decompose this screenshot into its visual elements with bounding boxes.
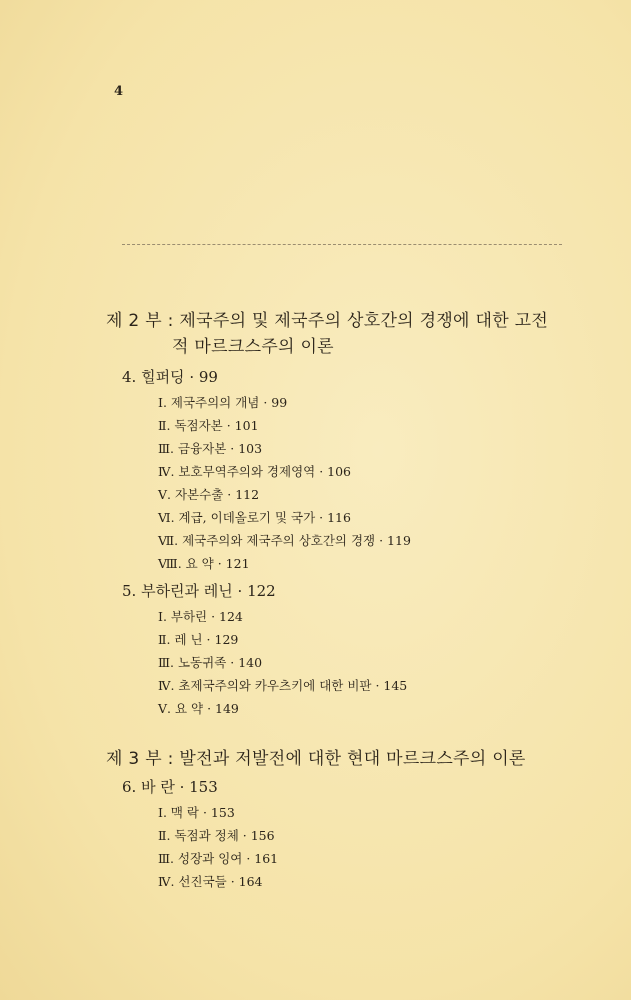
chapter6-title: 6. 바 란 · 153 [122, 778, 218, 796]
chapter6-item: Ⅱ. 독점과 정체 · 156 [158, 828, 275, 843]
chapter4-item: Ⅷ. 요 약 · 121 [158, 556, 250, 571]
chapter5-item: Ⅰ. 부하린 · 124 [158, 609, 243, 624]
chapter4-item: Ⅱ. 독점자본 · 101 [158, 418, 259, 433]
divider-rule [122, 244, 562, 245]
chapter4-item: Ⅶ. 제국주의와 제국주의 상호간의 경쟁 · 119 [158, 533, 411, 548]
part3-heading: 제 3 부 : 발전과 저발전에 대한 현대 마르크스주의 이론 [106, 749, 526, 769]
chapter6-item: Ⅰ. 맥 락 · 153 [158, 805, 235, 820]
chapter6-item: Ⅳ. 선진국들 · 164 [158, 874, 263, 889]
chapter4-item: Ⅳ. 보호무역주의와 경제영역 · 106 [158, 464, 352, 479]
chapter5-item: Ⅲ. 노동귀족 · 140 [158, 655, 263, 670]
chapter5-item: Ⅴ. 요 약 · 149 [158, 701, 239, 716]
chapter4-title: 4. 힐퍼딩 · 99 [122, 368, 218, 386]
chapter4-item: Ⅵ. 계급, 이데올로기 및 국가 · 116 [158, 510, 351, 525]
page-number: 4 [114, 84, 124, 99]
part2-heading-line1: 제 2 부 : 제국주의 및 제국주의 상호간의 경쟁에 대한 고전 [106, 311, 549, 331]
chapter6-item: Ⅲ. 성장과 잉여 · 161 [158, 851, 279, 866]
chapter4-item: Ⅰ. 제국주의의 개념 · 99 [158, 395, 288, 410]
chapter5-item: Ⅳ. 초제국주의와 카우츠키에 대한 비판 · 145 [158, 678, 408, 693]
chapter5-item: Ⅱ. 레 닌 · 129 [158, 632, 239, 647]
chapter4-item: Ⅲ. 금융자본 · 103 [158, 441, 263, 456]
chapter5-title: 5. 부하린과 레닌 · 122 [122, 582, 276, 600]
chapter4-item: Ⅴ. 자본수출 · 112 [158, 487, 260, 502]
part2-heading-line2: 적 마르크스주의 이론 [172, 337, 334, 357]
